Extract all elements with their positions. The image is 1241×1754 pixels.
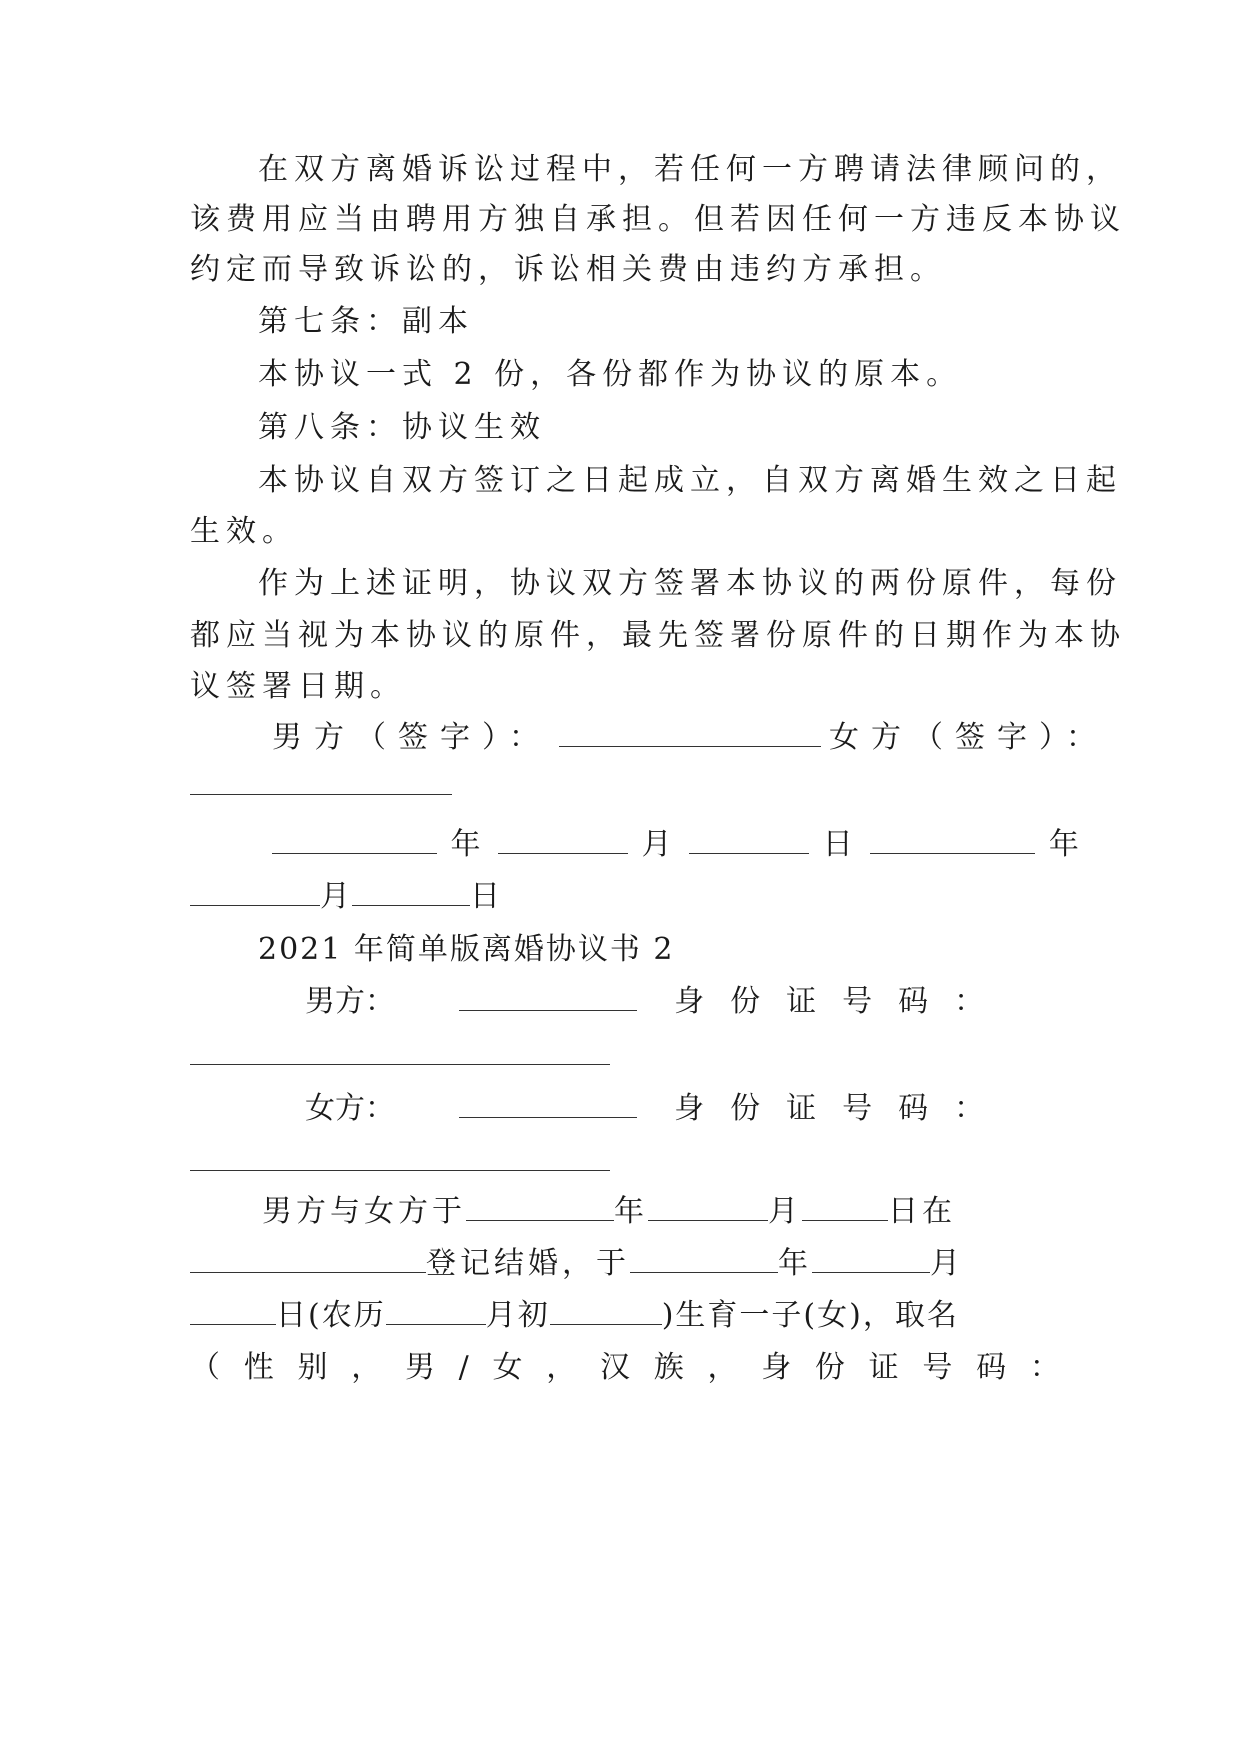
male-id-label: 身份证号码： (674, 984, 1011, 1019)
witness-line: 都应当视为本协议的原件，最先签署份原件的日期作为本协 (190, 618, 1126, 653)
marriage-text: )生育一子(女)，取名 (661, 1298, 959, 1333)
blank[interactable] (386, 1296, 486, 1325)
male-name-blank[interactable] (459, 982, 637, 1011)
marriage-text: 年 (778, 1246, 812, 1281)
year-label: 年 (450, 827, 485, 862)
female-id-label: 身份证号码： (674, 1091, 1011, 1126)
char: ， (707, 1350, 738, 1385)
signature-line (272, 718, 1108, 758)
day-blank[interactable] (689, 825, 809, 854)
day-label-2: 日 (470, 879, 502, 914)
female-id-blank[interactable] (190, 1168, 610, 1171)
blank[interactable] (466, 1192, 614, 1221)
date-line-2 (190, 877, 1060, 917)
female-name-blank[interactable] (459, 1089, 637, 1118)
char: 男 (404, 1350, 435, 1385)
male-sign-blank[interactable] (559, 718, 821, 747)
female-sign-label: 女方（签字）： (829, 720, 1108, 755)
blank[interactable] (190, 1244, 426, 1273)
marriage-line-1 (262, 1192, 1060, 1232)
char: 号 (922, 1350, 953, 1385)
char: ， (351, 1350, 382, 1385)
article-8-title: 第八条：协议生效 (258, 410, 546, 445)
char: 性 (243, 1350, 274, 1385)
char: 份 (814, 1350, 845, 1385)
paragraph-line: 该费用应当由聘用方独自承担。但若因任何一方违反本协议 (190, 202, 1126, 237)
char: 证 (868, 1350, 899, 1385)
female-label: 女方： (305, 1091, 395, 1126)
blank[interactable] (648, 1192, 768, 1221)
char: （ (190, 1350, 220, 1385)
char: ： (1029, 1350, 1060, 1385)
blank[interactable] (630, 1244, 778, 1273)
witness-line: 作为上述证明，协议双方签署本协议的两份原件，每份 (258, 566, 1122, 601)
month-blank-2[interactable] (190, 877, 320, 906)
year-blank-2[interactable] (870, 825, 1035, 854)
marriage-text: 月 (768, 1194, 802, 1229)
char: 别 (297, 1350, 328, 1385)
month-label-2: 月 (320, 879, 352, 914)
blank[interactable] (190, 1296, 276, 1325)
article-8-body: 本协议自双方签订之日起成立，自双方离婚生效之日起 (258, 463, 1122, 498)
char: 女 (492, 1350, 523, 1385)
male-id-line (305, 982, 1060, 1022)
marriage-text: 月初 (485, 1298, 550, 1333)
witness-line: 议签署日期。 (190, 669, 406, 704)
marriage-text: 日(农历 (276, 1298, 386, 1333)
marriage-text: 日在 (888, 1194, 956, 1229)
marriage-text: 登记结婚，于 (426, 1246, 630, 1281)
female-sign-blank[interactable] (190, 792, 452, 795)
paragraph-line: 约定而导致诉讼的，诉讼相关费由违约方承担。 (190, 252, 946, 287)
article-7-body: 本协议一式 2 份，各份都作为协议的原本。 (258, 357, 963, 392)
article-7-title: 第七条：副本 (258, 304, 474, 339)
char: 汉 (599, 1350, 630, 1385)
article-8-body: 生效。 (190, 514, 298, 549)
char: ， (546, 1350, 577, 1385)
paragraph-line: 在双方离婚诉讼过程中，若任何一方聘请法律顾问的， (258, 152, 1122, 187)
marriage-line-3 (190, 1296, 1060, 1336)
female-id-line (305, 1089, 1060, 1129)
year-blank[interactable] (272, 825, 437, 854)
marriage-line-2 (190, 1244, 1060, 1284)
blank[interactable] (802, 1192, 888, 1221)
char: 身 (761, 1350, 792, 1385)
char: 族 (653, 1350, 684, 1385)
blank[interactable] (550, 1296, 662, 1325)
male-label: 男方： (305, 984, 395, 1019)
blank[interactable] (812, 1244, 930, 1273)
male-id-blank[interactable] (190, 1062, 610, 1065)
char: / (458, 1350, 469, 1385)
month-label: 月 (641, 827, 676, 862)
char: 码 (976, 1350, 1007, 1385)
marriage-text: 男方与女方于 (262, 1194, 466, 1229)
date-line (272, 825, 1083, 865)
male-sign-label: 男方（签字）： (272, 720, 551, 755)
marriage-text: 月 (930, 1246, 964, 1281)
month-blank[interactable] (498, 825, 628, 854)
day-blank-2[interactable] (352, 877, 470, 906)
doc2-title: 2021 年简单版离婚协议书 2 (258, 932, 675, 967)
day-label: 日 (822, 827, 857, 862)
year-label-2: 年 (1048, 827, 1083, 862)
marriage-line-4 (190, 1348, 1060, 1388)
marriage-text: 年 (614, 1194, 648, 1229)
